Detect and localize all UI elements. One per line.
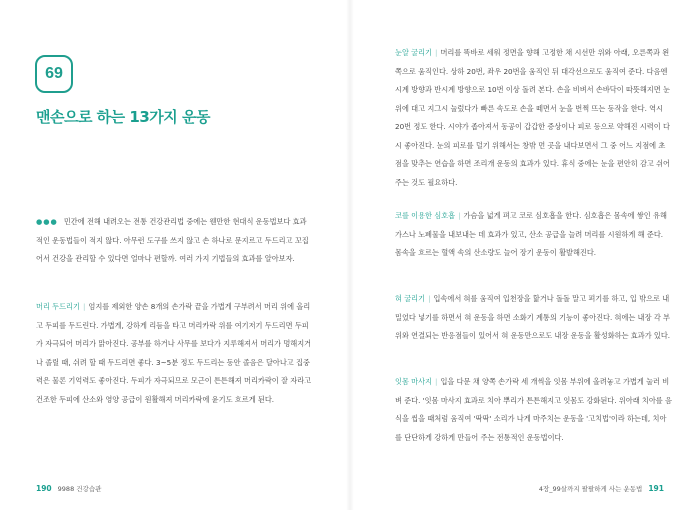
section-head-tapping [36, 298, 312, 409]
section-keyword: 혀 굴리기 [395, 294, 426, 303]
section-eye-rolling [395, 44, 672, 192]
section-text: 머리를 똑바로 세워 정면을 향해 고정한 채 시선만 위와 아래, 오른쪽과 왼쪽으로 움직인다. 상하 20번, 좌우 20번을 움직인 뒤 대각선으로도 움직여 준다. 다음엔 시계 방향과 반시계 방향으로 10번 이상 돌려 본다. 손을 비벼서 손바닥이 따뜻해지면 눈 위에 대고 지그시 눌렀다가 빠른 속도로 손을 떼면서 눈을 번쩍 뜨는 동작을 한다. 역시 20번 정도 한다. 시야가 좁아져서 동공이 갑갑한 증상이나 피로 등으로 약해진 시력이 다시 좋아진다. 눈의 피로를 덜기 위해서는 창밖 먼 곳을 내다보면서 그 중 어느 지점에 초점을 맞추는 연습을 하면 조리개 운동의 효과가 있다. 휴식 중에는 눈을 편안히 감고 쉬어 주는 것도 필요하다. [395, 48, 670, 187]
footer-left [36, 484, 101, 493]
book-title: 9988 건강습관 [57, 485, 102, 493]
section-tongue-rolling [395, 290, 672, 346]
intro-text: 민간에 전해 내려오는 전통 건강관리법 중에는 웬만한 현대식 운동법보다 효과적인 운동법들이 적지 않다. 아무런 도구를 쓰지 않고 손 하나로 문지르고 두드리고 꼬집어서 건강을 관리할 수 있다면 얼마나 편할까. 여러 가지 기법들의 효과를 알아보자. [36, 217, 309, 263]
bullet-dots-icon: ●●● [36, 217, 58, 226]
page-number: 191 [648, 484, 664, 493]
section-text: 가슴을 넓게 펴고 코로 심호흡을 한다. 심호흡은 몸속에 쌓인 유해가스나 노폐물을 내보내는 데 효과가 있고, 산소 공급을 늘려 머리를 시원하게 해 준다. 몸속을 흐르는 혈액 속의 산소량도 늘어 장기 운동이 활발해진다. [395, 211, 667, 257]
section-text: 입속에서 혀를 움직여 입천장을 핥거나 돌돌 말고 펴기를 하고, 입 밖으로 내밀었다 넣기를 하면서 혀 운동을 하면 소화기 계통의 기능이 좋아진다. 혀에는 내장 각 부위와 연결되는 반응점들이 있어서 혀 운동만으로도 내장 운동을 활성화하는 효과가 있다. [395, 294, 671, 340]
section-keyword: 잇몸 마사지 [395, 377, 433, 386]
separator-bar: | [82, 302, 86, 311]
right-page [350, 0, 700, 510]
section-gum-massage [395, 373, 672, 447]
section-keyword: 코를 이용한 심호흡 [395, 211, 456, 220]
section-text: 입을 다문 채 양쪽 손가락 세 개씩을 잇몸 부위에 올려놓고 가볍게 눌러 비벼 준다. '잇몸 마사지 효과로 치아 뿌리가 튼튼해지고 잇몸도 강화된다. 위아래 치아를 음식을 씹을 때처럼 움직여 '딱딱' 소리가 나게 마주치는 운동을 '고치법'이라 하는데, 치아를 단단하게 강하게 만들어 주는 전통적인 운동법이다. [395, 377, 672, 442]
separator-bar: | [458, 211, 461, 220]
chapter-title: 4장_99살까지 팔팔하게 사는 운동법 [538, 485, 643, 493]
page-number: 190 [36, 484, 52, 493]
section-keyword: 머리 두드리기 [36, 302, 80, 311]
page-title: 맨손으로 하는 13가지 운동 [36, 108, 210, 126]
footer-right [539, 484, 664, 493]
separator-bar: | [435, 48, 438, 57]
separator-bar: | [435, 377, 438, 386]
section-deep-breathing [395, 207, 672, 263]
section-keyword: 눈알 굴리기 [395, 48, 433, 57]
item-number-badge: 69 [35, 55, 73, 93]
section-text: 엄지를 제외한 양손 8개의 손가락 끝을 가볍게 구부려서 머리 위에 올리고 두피를 두드린다. 가볍게, 강하게 리듬을 타고 머리카락 위를 여기저기 두드리면 두피가 자극되어 머리가 맑아진다. 공부를 하거나 사무를 보다가 지루해져서 머리가 멍해지거나 졸릴 때, 쉬려 할 때 두드리면 좋다. 3~5분 정도 두드리는 동안 졸음은 달아나고 집중력은 물론 기억력도 좋아진다. 두피가 자극되므로 모근이 튼튼해져 머리카락이 잘 자라고 건조한 두피에 산소와 영양 공급이 원활해져 머리카락에 윤기도 흐르게 된다. [36, 302, 312, 404]
separator-bar: | [428, 294, 431, 303]
intro-paragraph [36, 213, 312, 269]
